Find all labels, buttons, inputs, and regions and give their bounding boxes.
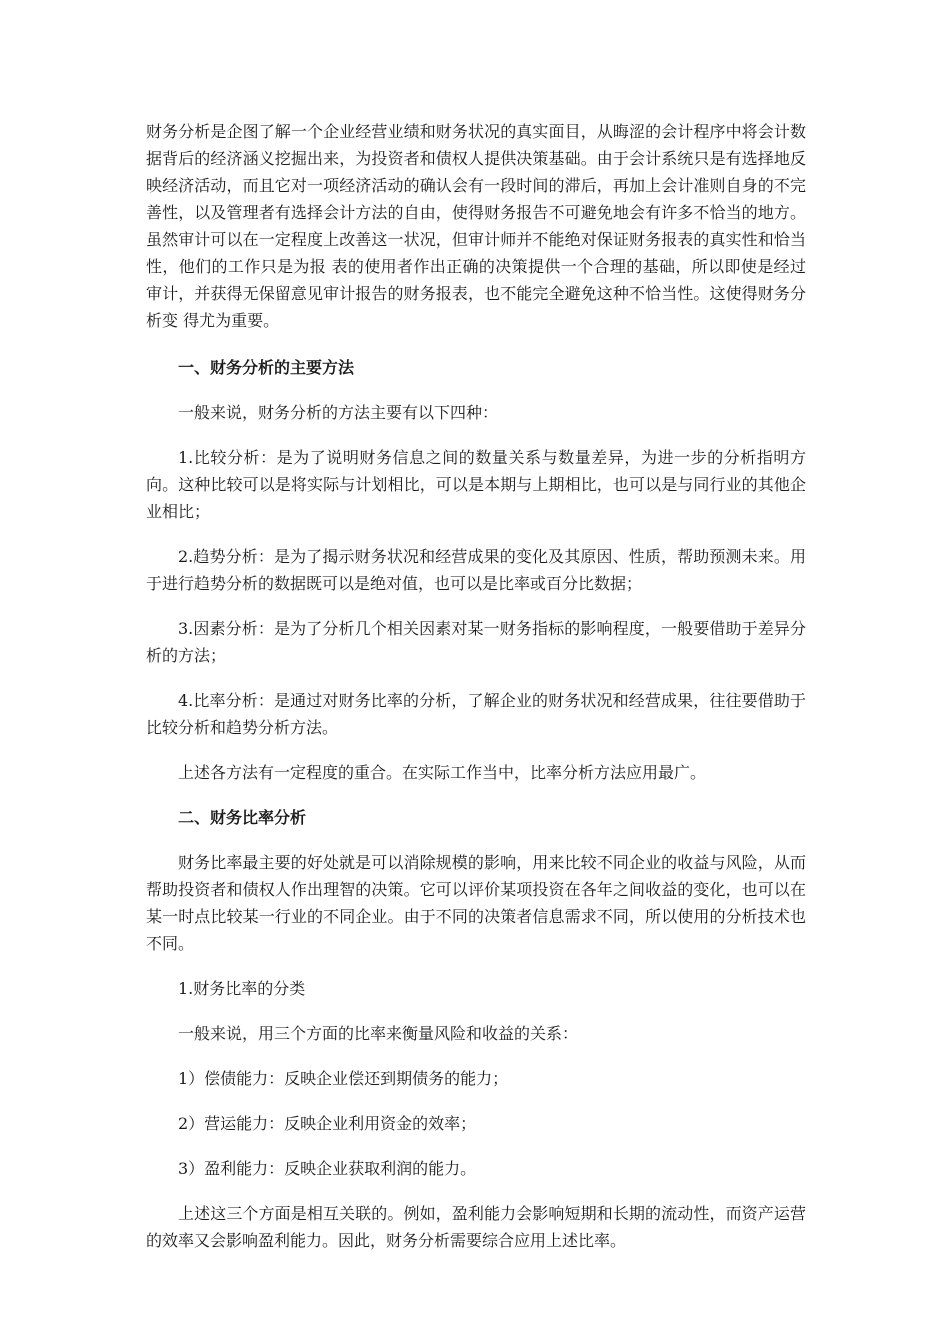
ratio-item-operation: 2）营运能力：反映企业利用资金的效率； bbox=[178, 1114, 477, 1133]
section1-summary: 上述各方法有一定程度的重合。在实际工作当中，比率分析方法应用最广。 bbox=[178, 763, 707, 782]
intro-paragraph: 财务分析是企图了解一个企业经营业绩和财务状况的真实面目，从晦涩的会计程序中将会计数据背后的经济涵义挖掘出来，为投资者和债权人提供决策基础。由于会计系统只是有选择地反映经济活动，而且它对一项经济活动的确认会有一段时间的滞后，再加上会计准则自身的不完善性，以及管理者有选择会计方法的自由，使得财务报告不可避免地会有许多不恰当的地方。虽然审计可以在一定程度上改善这一状况，但审计师并不能绝对保证财务报表的真实性和恰当性，他们的工作只是为报 表的使用者作出正确的决策提供一个合理的基础，所以即使是经过审计，并获得无保留意见审计报告的财务报表，也不能完全避免这种不恰当性。这使得财务分析变 得尤为重要。 bbox=[146, 122, 806, 330]
subsection-lead: 一般来说，用三个方面的比率来衡量风险和收益的关系： bbox=[178, 1024, 579, 1043]
section1-heading: 一、财务分析的主要方法 bbox=[178, 358, 355, 377]
ratio-item-profitability: 3）盈利能力：反映企业获取利润的能力。 bbox=[178, 1159, 477, 1178]
document-page bbox=[146, 118, 806, 1272]
closing-paragraph: 上述这三个方面是相互关联的。例如，盈利能力会影响短期和长期的流动性，而资产运营的效率又会影响盈利能力。因此，财务分析需要综合应用上述比率。 bbox=[146, 1204, 806, 1250]
subsection-title: 1.财务比率的分类 bbox=[178, 979, 306, 998]
section2-heading: 二、财务比率分析 bbox=[178, 808, 307, 827]
method-item-factor: 3.因素分析：是为了分析几个相关因素对某一财务指标的影响程度，一般要借助于差异分析的方法； bbox=[146, 619, 806, 665]
method-item-trend: 2.趋势分析：是为了揭示财务状况和经营成果的变化及其原因、性质，帮助预测未来。用于进行趋势分析的数据既可以是绝对值，也可以是比率或百分比数据； bbox=[146, 547, 806, 593]
section2-paragraph: 财务比率最主要的好处就是可以消除规模的影响，用来比较不同企业的收益与风险，从而帮助投资者和债权人作出理智的决策。它可以评价某项投资在各年之间收益的变化，也可以在某一时点比较某一行业的不同企业。由于不同的决策者信息需求不同，所以使用的分析技术也不同。 bbox=[146, 853, 806, 953]
method-item-comparison: 1.比较分析：是为了说明财务信息之间的数量关系与数量差异，为进一步的分析指明方向。这种比较可以是将实际与计划相比，可以是本期与上期相比，也可以是与同行业的其他企业相比； bbox=[146, 448, 806, 521]
ratio-item-solvency: 1）偿债能力：反映企业偿还到期债务的能力； bbox=[178, 1069, 509, 1088]
section1-lead: 一般来说，财务分析的方法主要有以下四种： bbox=[178, 403, 499, 422]
method-item-ratio: 4.比率分析：是通过对财务比率的分析，了解企业的财务状况和经营成果，往往要借助于比较分析和趋势分析方法。 bbox=[146, 691, 806, 737]
